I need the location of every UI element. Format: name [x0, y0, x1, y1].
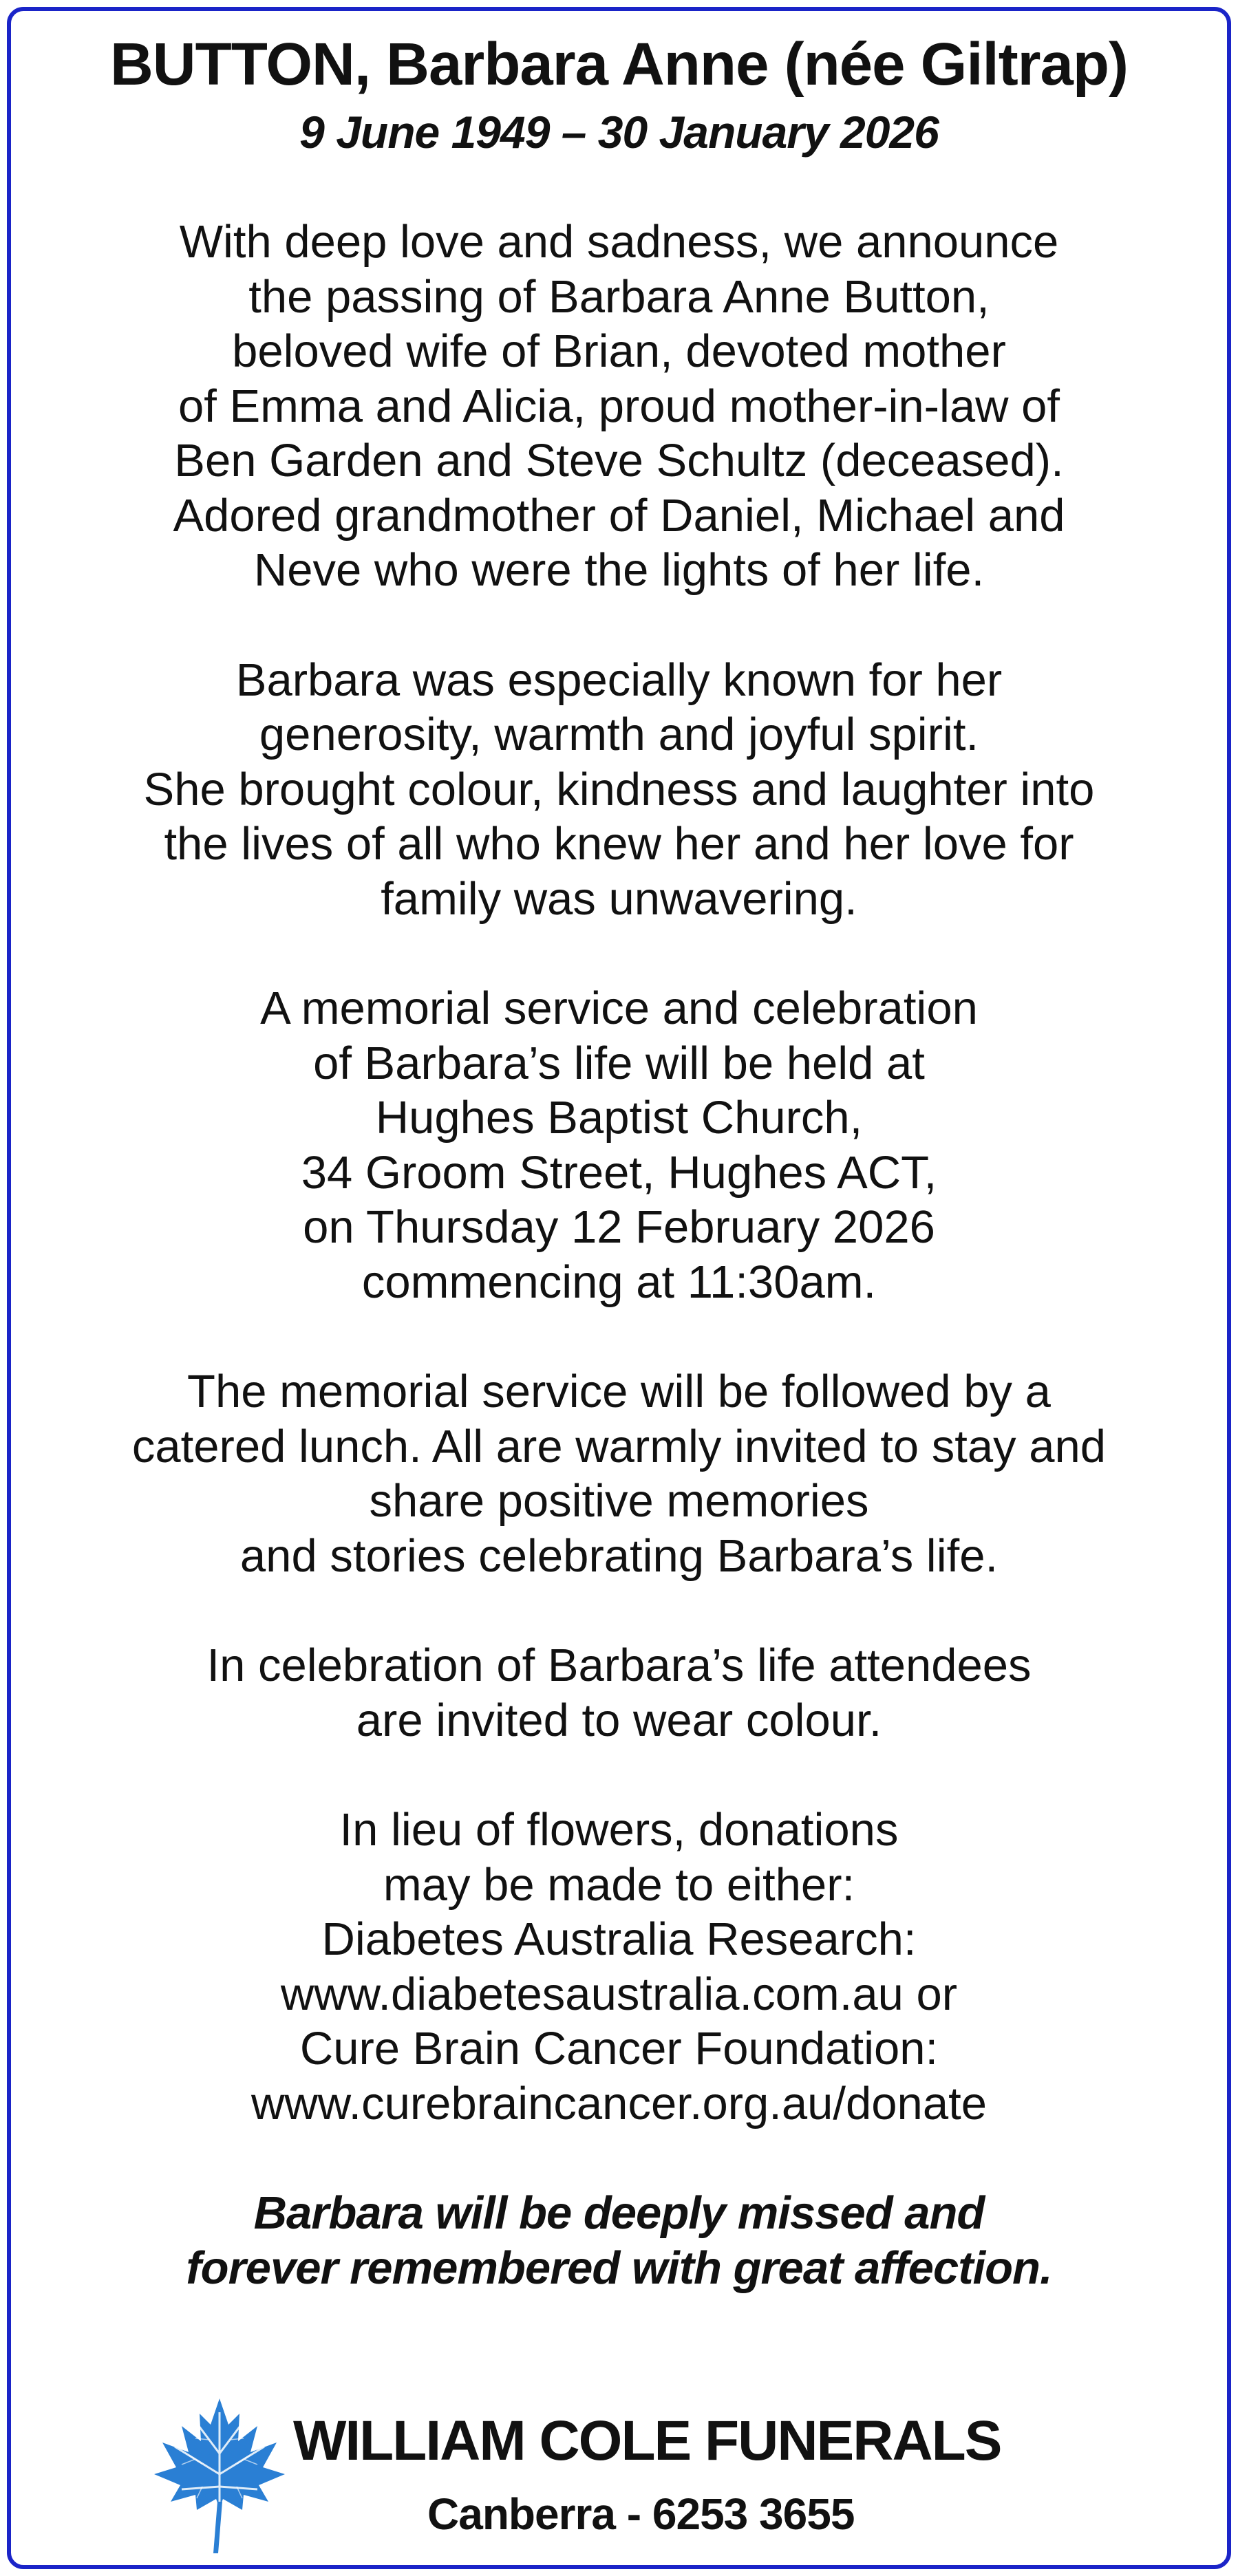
- closing-statement: Barbara will be deeply missed and forever remembered with great affection.: [186, 2187, 1052, 2294]
- life-dates: 9 June 1949 – 30 January 2026: [299, 107, 939, 158]
- death-notice: [11, 11, 1227, 2565]
- maple-leaf-icon: [154, 2398, 285, 2553]
- announcement-paragraph: With deep love and sadness, we announce the passing of Barbara Anne Button, beloved wife of Brian, devoted mother of Emma and Alicia, proud mother-in-law of Ben Garden and Steve Schultz (deceased). Adored grandmother of Daniel, Michael and Neve who were the lights of her life.: [173, 216, 1065, 596]
- funeral-home-phone: Canberra - 6253 3655: [427, 2489, 855, 2539]
- donations-paragraph: In lieu of flowers, donations may be made to either: Diabetes Australia Research: www.diabetesaustralia.com.au or Cure Brain Cancer Foundation: www.curebraincancer.org.au/donate: [251, 1804, 987, 2129]
- deceased-name: BUTTON, Barbara Anne (née Giltrap): [109, 31, 1129, 98]
- funeral-home-footer: [11, 2398, 1227, 2557]
- dress-code-paragraph: In celebration of Barbara’s life attendees are invited to wear colour.: [206, 1640, 1032, 1746]
- funeral-home-name: WILLIAM COLE FUNERALS: [293, 2409, 1001, 2472]
- service-details-paragraph: A memorial service and celebration of Barbara’s life will be held at Hughes Baptist Church, 34 Groom Street, Hughes ACT, on Thursday 12 February 2026 commencing at 11:30am.: [260, 983, 978, 1308]
- tribute-paragraph: Barbara was especially known for her generosity, warmth and joyful spirit. She brought colour, kindness and laughter into the lives of all who knew her and her love for family was unwavering.: [143, 654, 1095, 925]
- lunch-paragraph: The memorial service will be followed by a catered lunch. All are warmly invited to stay and share positive memories and stories celebrating Barbara’s life.: [131, 1366, 1107, 1582]
